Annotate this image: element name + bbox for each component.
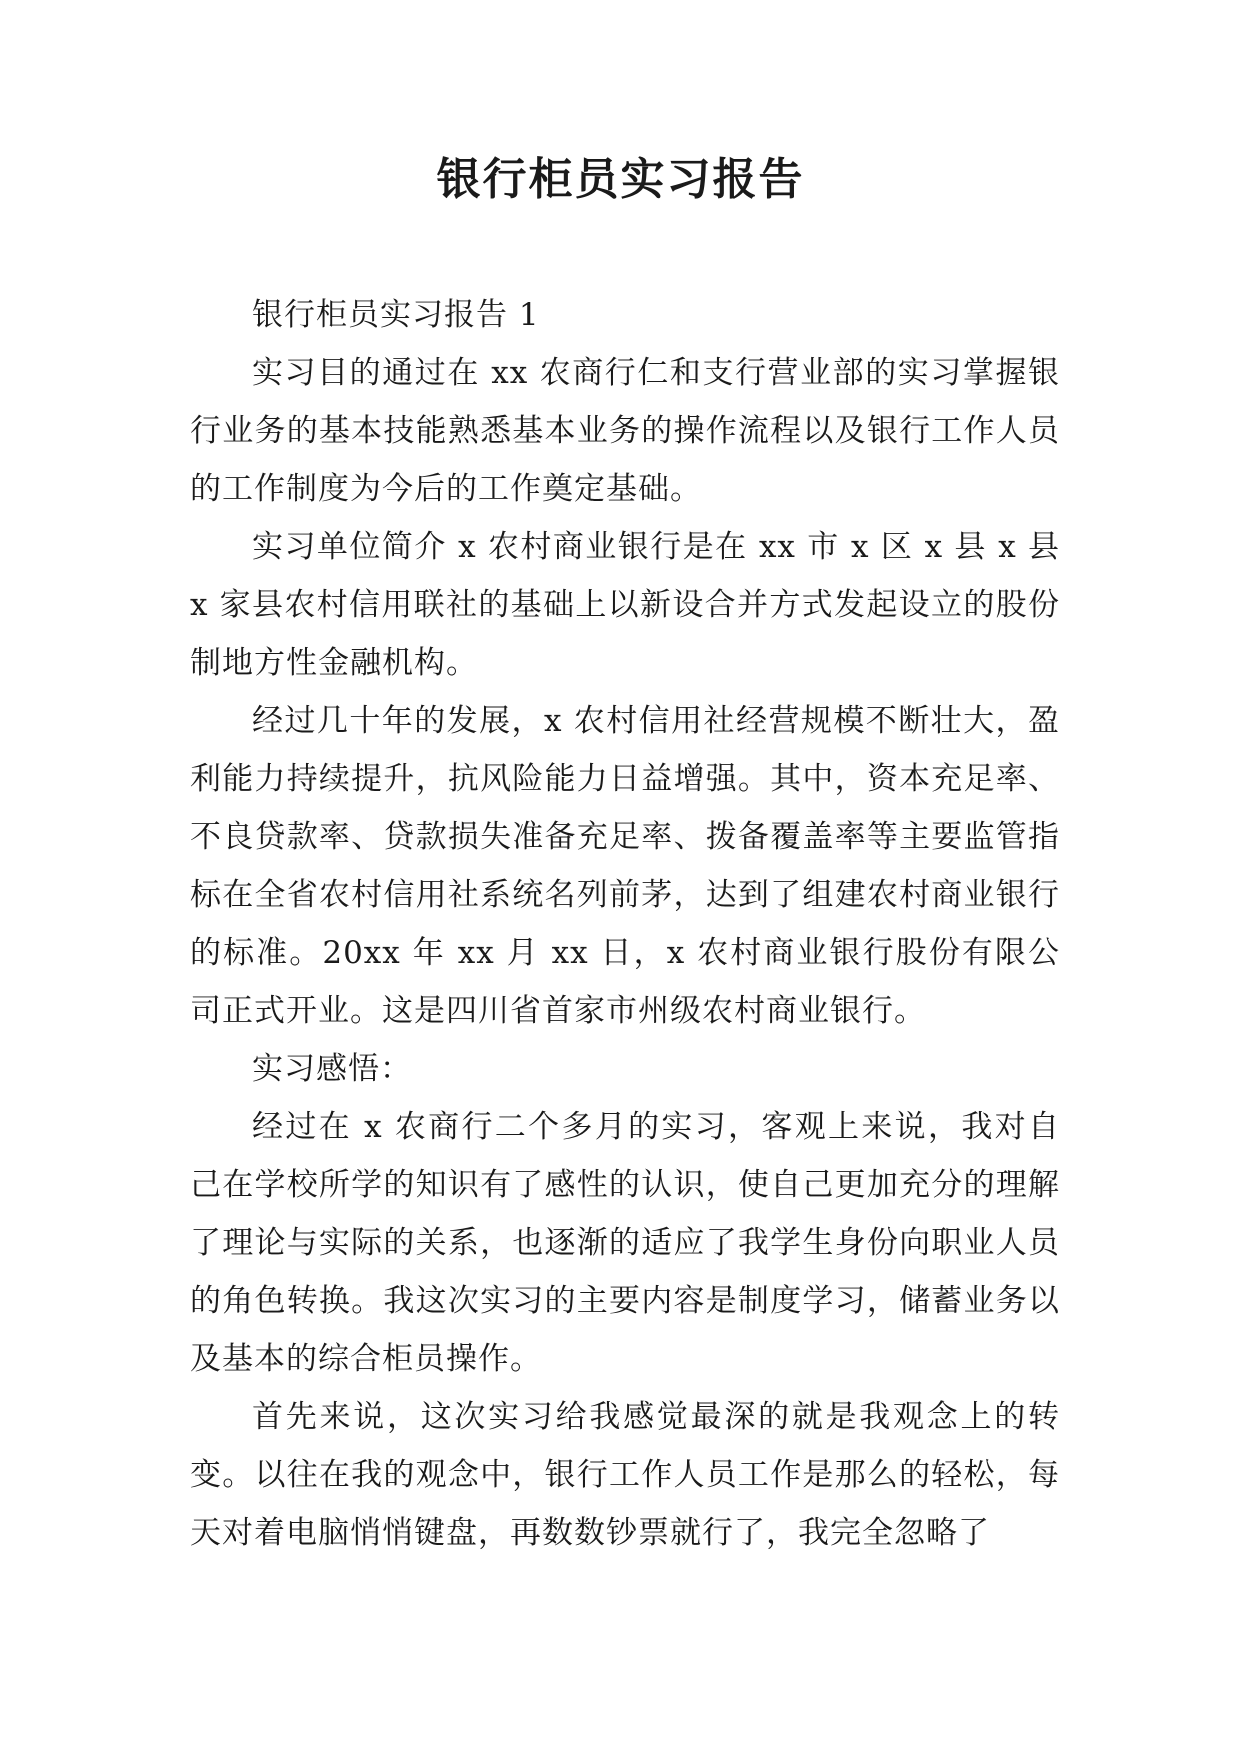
paragraph-organization-intro: 实习单位简介 x 农村商业银行是在 xx 市 x 区 x 县 x 县 x 家县农村信用联社的基础上以新设合并方式发起设立的股份制地方性金融机构。 — [190, 529, 1060, 681]
paragraph-purpose: 实习目的通过在 xx 农商行仁和支行营业部的实习掌握银行业务的基本技能熟悉基本业务的操作流程以及银行工作人员的工作制度为今后的工作奠定基础。 — [190, 355, 1060, 507]
paragraph-development: 经过几十年的发展，x 农村信用社经营规模不断壮大，盈利能力持续提升，抗风险能力日益增强。其中，资本充足率、不良贷款率、贷款损失准备充足率、拨备覆盖率等主要监管指标在全省农村信用社系统名列前茅，达到了组建农村商业银行的标准。20xx 年 xx 月 xx 日，x 农村商业银行股份有限公司正式开业。这是四川省首家市州级农村商业银行。 — [190, 703, 1060, 1029]
document-title: 银行柜员实习报告 — [436, 154, 805, 205]
paragraph-reflection-heading: 实习感悟： — [252, 1051, 412, 1087]
paragraph-first-impression: 首先来说，这次实习给我感觉最深的就是我观念上的转变。以往在我的观念中，银行工作人员工作是那么的轻松，每天对着电脑悄悄键盘，再数数钞票就行了，我完全忽略了 — [190, 1399, 1060, 1551]
paragraph-reflection: 经过在 x 农商行二个多月的实习，客观上来说，我对自己在学校所学的知识有了感性的认识，使自己更加充分的理解了理论与实际的关系，也逐渐的适应了我学生身份向职业人员的角色转换。我这次实习的主要内容是制度学习，储蓄业务以及基本的综合柜员操作。 — [190, 1109, 1060, 1377]
document-body — [190, 286, 1060, 1562]
section-heading: 银行柜员实习报告 1 — [252, 297, 540, 333]
